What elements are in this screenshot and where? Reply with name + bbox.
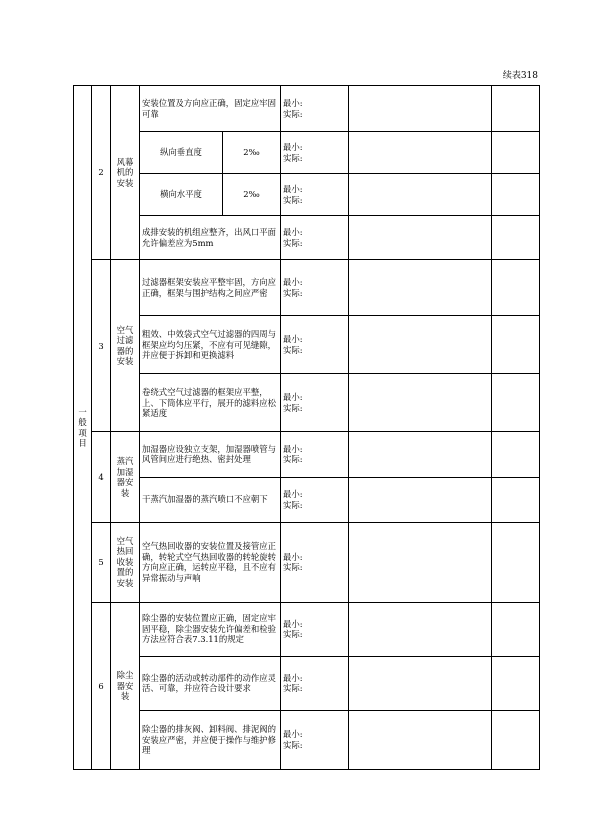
sub-item-label: 风幕机的安装: [116, 156, 134, 188]
requirement-cell: 干蒸汽加湿器的蒸汽喷口不应朝下: [140, 477, 281, 522]
result-cell[interactable]: [492, 477, 540, 522]
min-label: 最小:: [283, 334, 303, 345]
result-cell[interactable]: [492, 216, 540, 260]
measure-cell: [281, 316, 349, 374]
record-cell[interactable]: [349, 656, 492, 710]
actual-label: 实际:: [283, 454, 303, 465]
result-cell[interactable]: [492, 174, 540, 216]
actual-label: 实际:: [283, 344, 303, 355]
table-row: [74, 602, 540, 656]
result-cell[interactable]: [492, 656, 540, 710]
actual-label: 实际:: [283, 499, 303, 510]
sub-item-label: 蒸汽加湿器安装: [116, 456, 134, 498]
actual-label: 实际:: [283, 287, 303, 298]
result-cell[interactable]: [492, 602, 540, 656]
record-cell[interactable]: [349, 316, 492, 374]
result-cell[interactable]: [492, 260, 540, 316]
measure-cell: [281, 477, 349, 522]
min-label: 最小:: [283, 98, 303, 109]
record-cell[interactable]: [349, 432, 492, 477]
requirement-cell: 粗效、中效袋式空气过滤器的四周与框架应均匀压紧，不应有可见缝隙，并应便于拆卸和更换滤料: [140, 316, 281, 374]
measure-cell: [281, 656, 349, 710]
measure-cell: [281, 710, 349, 769]
result-cell[interactable]: [492, 86, 540, 132]
result-cell[interactable]: [492, 132, 540, 174]
sub-item-cell: [111, 522, 140, 602]
requirement-cell: 除尘器的活动或转动部件的动作应灵活、可靠，并应符合设计要求: [140, 656, 281, 710]
seq-cell: 5: [92, 522, 111, 602]
sub-item-label: 除尘器安装: [116, 670, 134, 702]
record-cell[interactable]: [349, 602, 492, 656]
table-row: [74, 86, 540, 132]
category-cell: [74, 86, 92, 770]
min-label: 最小:: [283, 227, 303, 238]
actual-label: 实际:: [283, 629, 303, 640]
sub-item-cell: [111, 602, 140, 769]
category-label: 一般项目: [78, 406, 87, 448]
actual-label: 实际:: [283, 739, 303, 750]
sub-item-cell: [111, 260, 140, 432]
table-row: [74, 432, 540, 477]
requirement-cell: 纵向垂直度: [140, 132, 223, 174]
result-cell[interactable]: [492, 710, 540, 769]
record-cell[interactable]: [349, 132, 492, 174]
sub-item-cell: [111, 86, 140, 260]
measure-cell: [281, 602, 349, 656]
seq-cell: 4: [92, 432, 111, 522]
record-cell[interactable]: [349, 522, 492, 602]
measure-cell: [281, 86, 349, 132]
measure-cell: [281, 216, 349, 260]
record-cell[interactable]: [349, 86, 492, 132]
actual-label: 实际:: [283, 237, 303, 248]
result-cell[interactable]: [492, 316, 540, 374]
measure-cell: [281, 260, 349, 316]
table-row: [74, 656, 540, 710]
measure-cell: [281, 432, 349, 477]
actual-label: 实际:: [283, 562, 303, 573]
min-label: 最小:: [283, 392, 303, 403]
actual-label: 实际:: [283, 152, 303, 163]
requirement-cell: 除尘器的安装位置应正确，固定应牢固平稳，除尘器安装允许偏差和检验方法应符合表7.3.11的规定: [140, 602, 281, 656]
result-cell[interactable]: [492, 432, 540, 477]
requirement-cell: 成排安装的机组应整齐，出风口平面允许偏差应为5mm: [140, 216, 281, 260]
record-cell[interactable]: [349, 374, 492, 432]
record-cell[interactable]: [349, 174, 492, 216]
table-row: [74, 522, 540, 602]
table-row: [74, 477, 540, 522]
seq-cell: 6: [92, 602, 111, 769]
min-label: 最小:: [283, 489, 303, 500]
table-row: [74, 710, 540, 769]
table-row: [74, 260, 540, 316]
inspection-table: [73, 85, 540, 770]
record-cell[interactable]: [349, 477, 492, 522]
measure-cell: [281, 174, 349, 216]
table-row: [74, 374, 540, 432]
min-label: 最小:: [283, 277, 303, 288]
record-cell[interactable]: [349, 216, 492, 260]
table-row: [74, 316, 540, 374]
requirement-cell: 卷绕式空气过滤器的框架应平整，上、下筒体应平行，展开的滤料应松紧适度: [140, 374, 281, 432]
requirement-cell: 加湿器应设独立支架，加湿器喷管与风管间应进行绝热、密封处理: [140, 432, 281, 477]
record-cell[interactable]: [349, 710, 492, 769]
actual-label: 实际:: [283, 402, 303, 413]
table-row: [74, 132, 540, 174]
record-cell[interactable]: [349, 260, 492, 316]
tolerance-cell: 2‰: [223, 132, 281, 174]
measure-cell: [281, 374, 349, 432]
min-label: 最小:: [283, 672, 303, 683]
page-label: 续表318: [502, 71, 538, 81]
min-label: 最小:: [283, 729, 303, 740]
sub-item-label: 空气过滤器的安装: [116, 324, 134, 367]
seq-cell: 2: [92, 86, 111, 260]
seq-cell: 3: [92, 260, 111, 432]
min-label: 最小:: [283, 443, 303, 454]
min-label: 最小:: [283, 618, 303, 629]
table-row: [74, 216, 540, 260]
sub-item-cell: [111, 432, 140, 522]
table-row: [74, 174, 540, 216]
result-cell[interactable]: [492, 522, 540, 602]
measure-cell: [281, 132, 349, 174]
tolerance-cell: 2‰: [223, 174, 281, 216]
actual-label: 实际:: [283, 108, 303, 119]
min-label: 最小:: [283, 142, 303, 153]
measure-cell: [281, 522, 349, 602]
min-label: 最小:: [283, 184, 303, 195]
requirement-cell: 除尘器的排灰阀、卸料阀、排泥阀的安装应严密，并应便于操作与维护修理: [140, 710, 281, 769]
requirement-cell: 安装位置及方向应正确，固定应牢固可靠: [140, 86, 281, 132]
sub-item-label: 空气热回收装置的安装: [116, 535, 134, 588]
result-cell[interactable]: [492, 374, 540, 432]
actual-label: 实际:: [283, 194, 303, 205]
requirement-cell: 横向水平度: [140, 174, 223, 216]
min-label: 最小:: [283, 551, 303, 562]
requirement-cell: 空气热回收器的安装位置及接管应正确，转轮式空气热回收器的转轮旋转方向应正确，运转应平稳，且不应有异常振动与声响: [140, 522, 281, 602]
requirement-cell: 过滤器框架安装应平整牢固，方向应正确，框架与围护结构之间应严密: [140, 260, 281, 316]
actual-label: 实际:: [283, 683, 303, 694]
